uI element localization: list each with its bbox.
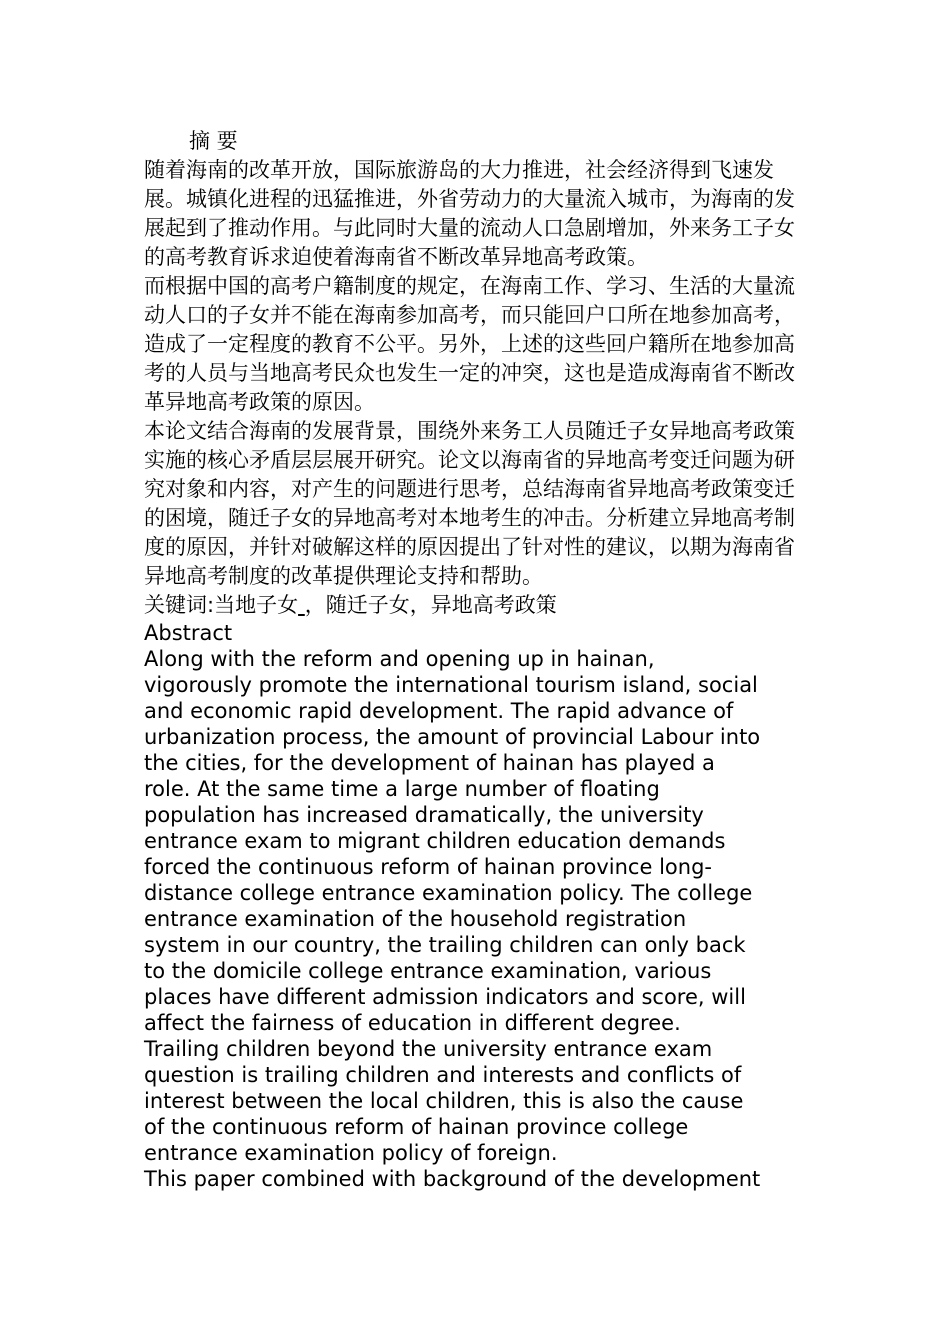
abstract-en-line: system in our country, the trailing children can only back [144, 933, 746, 957]
abstract-en-paragraph-1 [144, 646, 804, 1166]
document-page [144, 128, 804, 1192]
keyword-local-children: 当地子女 [214, 593, 299, 617]
abstract-en-paragraph-2 [144, 1166, 804, 1192]
abstract-en-line: population has increased dramatically, the university [144, 803, 704, 827]
abstract-en-heading: Abstract [144, 621, 233, 645]
abstract-en-line: entrance examination policy of foreign. [144, 1141, 558, 1165]
abstract-en-line: the cities, for the development of hainan has played a [144, 751, 715, 775]
keyword-underline-mark [298, 593, 305, 617]
abstract-en-line: affect the fairness of education in different degree. [144, 1011, 681, 1035]
abstract-en-line: question is trailing children and interests and conflicts of [144, 1063, 742, 1087]
abstract-en-line: entrance examination of the household registration [144, 907, 687, 931]
abstract-en-line: vigorously promote the international tourism island, social [144, 673, 758, 697]
keywords-rest: ，随迁子女，异地高考政策 [304, 593, 557, 617]
abstract-cn-body [144, 156, 804, 620]
abstract-en-line: and economic rapid development. The rapid advance of [144, 699, 734, 723]
abstract-en-line: places have different admission indicators and score, will [144, 985, 746, 1009]
abstract-en-line: forced the continuous reform of hainan province long- [144, 855, 712, 879]
abstract-en-line: entrance exam to migrant children education demands [144, 829, 726, 853]
abstract-en-line: of the continuous reform of hainan province college [144, 1115, 689, 1139]
abstract-en-line: Along with the reform and opening up in hainan, [144, 647, 655, 671]
abstract-en-line: This paper combined with background of the development [144, 1167, 761, 1191]
abstract-cn-heading: 摘 要 [189, 129, 238, 153]
keywords-cn [144, 591, 804, 620]
abstract-en-line: Trailing children beyond the university entrance exam [144, 1037, 713, 1061]
abstract-en-line: to the domicile college entrance examination, various [144, 959, 712, 983]
abstract-en-line: role. At the same time a large number of floating [144, 777, 660, 801]
abstract-en-line: interest between the local children, this is also the cause [144, 1089, 744, 1113]
abstract-en-line: urbanization process, the amount of provincial Labour into [144, 725, 761, 749]
abstract-cn-paragraph-3: 本论文结合海南的发展背景，围绕外来务工人员随迁子女异地高考政策实施的核心矛盾层层展开研究。论文以海南省的异地高考变迁问题为研究对象和内容，对产生的问题进行思考，总结海南省异地高考政策变迁的困境，随迁子女的异地高考对本地考生的冲击。分析建立异地高考制度的原因，并针对破解这样的原因提出了针对性的建议，以期为海南省异地高考制度的改革提供理论支持和帮助。 [144, 419, 795, 588]
abstract-en-line: distance college entrance examination policy. The college [144, 881, 753, 905]
abstract-cn-paragraph-2: 而根据中国的高考户籍制度的规定，在海南工作、学习、生活的大量流动人口的子女并不能在海南参加高考，而只能回户口所在地参加高考，造成了一定程度的教育不公平。另外，上述的这些回户籍所在地参加高考的人员与当地高考民众也发生一定的冲突，这也是造成海南省不断改革异地高考政策的原因。 [144, 274, 795, 414]
keywords-label: 关键词: [144, 593, 215, 617]
abstract-cn-paragraph-1: 随着海南的改革开放，国际旅游岛的大力推进，社会经济得到飞速发展。城镇化进程的迅猛推进，外省劳动力的大量流入城市，为海南的发展起到了推动作用。与此同时大量的流动人口急剧增加，外来务工子女的高考教育诉求迫使着海南省不断改革异地高考政策。 [144, 158, 795, 269]
